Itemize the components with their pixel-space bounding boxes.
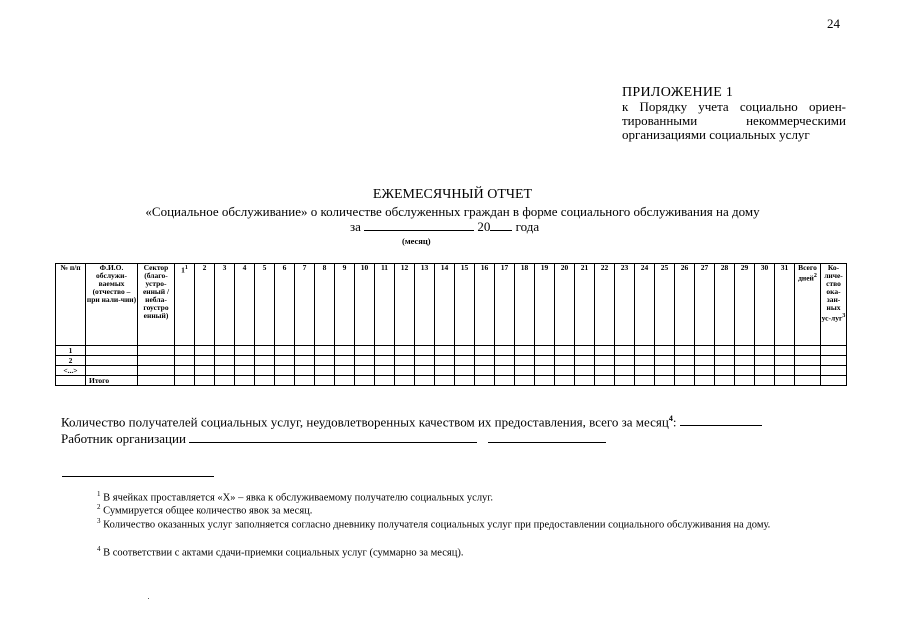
month-blank[interactable] xyxy=(364,219,474,231)
table-cell[interactable] xyxy=(295,356,315,366)
table-cell[interactable] xyxy=(215,376,235,386)
table-cell[interactable]: Итого xyxy=(86,376,138,386)
table-cell[interactable] xyxy=(821,356,847,366)
table-cell[interactable] xyxy=(435,346,455,356)
table-cell[interactable] xyxy=(315,346,335,356)
table-cell[interactable] xyxy=(295,376,315,386)
table-cell[interactable] xyxy=(715,376,735,386)
header-day xyxy=(235,264,255,346)
table-cell[interactable] xyxy=(415,356,435,366)
header-number: № п/п xyxy=(56,264,86,346)
footnote-2-mark: 2 xyxy=(97,503,101,511)
header-day-label: 13 xyxy=(420,263,429,272)
header-day xyxy=(535,264,555,346)
header-day-label: 16 xyxy=(480,263,489,272)
table-cell[interactable] xyxy=(415,376,435,386)
table-cell[interactable] xyxy=(635,356,655,366)
header-day-label: 9 xyxy=(342,263,347,272)
appendix-line-1: к Порядку учета социально ориен- xyxy=(622,99,846,114)
header-day xyxy=(415,264,435,346)
table-cell[interactable] xyxy=(655,346,675,356)
header-day xyxy=(375,264,395,346)
table-cell[interactable] xyxy=(495,366,515,376)
table-cell[interactable] xyxy=(275,366,295,376)
table-cell[interactable] xyxy=(695,346,715,356)
table-cell[interactable] xyxy=(275,346,295,356)
table-row xyxy=(56,376,847,386)
header-day-label: 22 xyxy=(600,263,609,272)
period-prefix: за xyxy=(350,219,361,234)
header-day xyxy=(635,264,655,346)
page-number: 24 xyxy=(827,16,840,31)
table-cell[interactable] xyxy=(595,376,615,386)
header-day xyxy=(575,264,595,346)
table-cell[interactable] xyxy=(475,376,495,386)
month-caption: (месяц) xyxy=(402,236,431,246)
table-cell[interactable] xyxy=(795,346,821,356)
header-day xyxy=(435,264,455,346)
header-day-label: 25 xyxy=(660,263,669,272)
footnote-1-mark: 1 xyxy=(97,490,101,498)
table-cell[interactable] xyxy=(475,356,495,366)
header-day-label: 31 xyxy=(780,263,789,272)
table-cell[interactable] xyxy=(775,366,795,376)
header-sector: Сектор (благо-устро-енный / неблa-гоустро енный) xyxy=(138,264,175,346)
table-cell[interactable] xyxy=(375,356,395,366)
table-cell[interactable] xyxy=(195,376,215,386)
table-cell[interactable] xyxy=(515,356,535,366)
header-day xyxy=(555,264,575,346)
table-cell[interactable] xyxy=(735,376,755,386)
appendix-line-2: тированными некоммерческими xyxy=(622,113,846,128)
table-cell[interactable] xyxy=(495,346,515,356)
table-cell[interactable] xyxy=(355,366,375,376)
report-subtitle: «Социальное обслуживание» о количестве обслуженных граждан в форме социального обслуживания на дому xyxy=(145,204,760,219)
table-cell[interactable] xyxy=(795,366,821,376)
header-day-label: 8 xyxy=(322,263,327,272)
recipients-line xyxy=(61,412,762,429)
header-day-label: 17 xyxy=(500,263,509,272)
table-cell[interactable] xyxy=(655,376,675,386)
scan-speck xyxy=(148,598,149,599)
table-cell[interactable] xyxy=(86,366,138,376)
table-cell[interactable] xyxy=(821,376,847,386)
header-day xyxy=(495,264,515,346)
footnote-separator xyxy=(62,476,214,477)
table-cell[interactable] xyxy=(775,376,795,386)
recipients-blank[interactable] xyxy=(680,413,762,426)
table-cell[interactable] xyxy=(735,366,755,376)
table-cell[interactable] xyxy=(755,356,775,366)
table-cell[interactable] xyxy=(675,346,695,356)
table-cell[interactable] xyxy=(395,356,415,366)
table-cell[interactable] xyxy=(615,356,635,366)
table-cell[interactable] xyxy=(235,346,255,356)
header-fio: Ф.И.О. обслужи-ваемых (отчество – при нали-чии) xyxy=(86,264,138,346)
table-cell[interactable] xyxy=(375,376,395,386)
footnote-3-mark: 3 xyxy=(97,517,101,525)
table-cell[interactable] xyxy=(255,346,275,356)
header-day-label: 12 xyxy=(400,263,409,272)
table-cell[interactable] xyxy=(86,346,138,356)
table-cell[interactable] xyxy=(395,376,415,386)
table-cell[interactable] xyxy=(635,376,655,386)
table-cell[interactable] xyxy=(375,346,395,356)
table-cell[interactable] xyxy=(735,356,755,366)
header-day-label: 11 xyxy=(380,263,389,272)
table-cell[interactable] xyxy=(595,356,615,366)
header-day-label: 15 xyxy=(460,263,469,272)
table-cell[interactable] xyxy=(138,376,175,386)
table-cell[interactable] xyxy=(675,376,695,386)
header-day-label: 6 xyxy=(282,263,287,272)
table-cell[interactable] xyxy=(555,356,575,366)
table-cell[interactable] xyxy=(455,376,475,386)
header-total-days xyxy=(795,264,821,346)
table-cell[interactable] xyxy=(535,376,555,386)
table-cell[interactable] xyxy=(435,376,455,386)
table-cell[interactable]: 2 xyxy=(56,356,86,366)
table-cell[interactable] xyxy=(695,356,715,366)
header-day xyxy=(595,264,615,346)
table-cell[interactable] xyxy=(295,366,315,376)
table-cell[interactable] xyxy=(215,346,235,356)
table-cell[interactable] xyxy=(435,356,455,366)
table-cell[interactable] xyxy=(175,346,195,356)
table-cell[interactable] xyxy=(615,366,635,376)
table-cell[interactable] xyxy=(475,346,495,356)
header-day-label: 5 xyxy=(262,263,267,272)
table-cell[interactable] xyxy=(395,366,415,376)
table-cell[interactable] xyxy=(175,366,195,376)
table-cell[interactable] xyxy=(138,366,175,376)
report-table xyxy=(55,263,847,386)
table-cell[interactable] xyxy=(335,356,355,366)
table-cell[interactable] xyxy=(275,376,295,386)
appendix-title: ПРИЛОЖЕНИЕ 1 xyxy=(622,85,734,100)
header-day-label: 20 xyxy=(560,263,569,272)
year-blank[interactable] xyxy=(490,219,512,231)
header-day-label: 18 xyxy=(520,263,529,272)
table-cell[interactable] xyxy=(495,356,515,366)
header-day-footnote-mark: 1 xyxy=(184,265,188,271)
footnote-3 xyxy=(61,515,846,532)
appendix-block xyxy=(622,86,846,142)
table-cell[interactable] xyxy=(675,366,695,376)
header-day-label: 14 xyxy=(440,263,449,272)
table-cell[interactable] xyxy=(615,376,635,386)
table-cell[interactable] xyxy=(555,346,575,356)
table-cell[interactable] xyxy=(535,356,555,366)
table-cell[interactable] xyxy=(455,346,475,356)
table-cell[interactable] xyxy=(455,356,475,366)
table-cell[interactable] xyxy=(515,376,535,386)
header-day-label: 3 xyxy=(222,263,227,272)
footnote-1-text: В ячейках проставляется «Х» – явка к обслуживаемому получателю социальных услуг. xyxy=(103,492,494,504)
header-day-label: 7 xyxy=(302,263,307,272)
table-row xyxy=(56,346,847,356)
table-cell[interactable] xyxy=(475,366,495,376)
table-cell[interactable] xyxy=(755,376,775,386)
appendix-line-3: организациями социальных услуг xyxy=(622,127,810,142)
table-cell[interactable] xyxy=(235,356,255,366)
table-cell[interactable] xyxy=(215,366,235,376)
table-cell[interactable] xyxy=(175,376,195,386)
header-services-count-mark: 3 xyxy=(842,313,846,319)
header-services-count-label: Ко-личе-ство ока-зан-ных ус-луг xyxy=(821,263,843,323)
header-services-count xyxy=(821,264,847,346)
table-header-row xyxy=(56,264,847,346)
header-day xyxy=(675,264,695,346)
header-day-label: 23 xyxy=(620,263,629,272)
footnote-4-mark: 4 xyxy=(97,545,101,553)
table-row xyxy=(56,356,847,366)
report-title: ЕЖЕМЕСЯЧНЫЙ ОТЧЕТ xyxy=(372,187,533,202)
header-day xyxy=(315,264,335,346)
header-day-label: 21 xyxy=(580,263,589,272)
table-cell[interactable] xyxy=(795,376,821,386)
table-cell[interactable] xyxy=(235,376,255,386)
table-cell[interactable] xyxy=(515,346,535,356)
table-cell[interactable] xyxy=(555,366,575,376)
table-cell[interactable] xyxy=(575,376,595,386)
table-cell[interactable] xyxy=(575,356,595,366)
footnote-4 xyxy=(61,543,846,560)
table-cell[interactable] xyxy=(335,376,355,386)
header-day xyxy=(615,264,635,346)
table-cell[interactable] xyxy=(435,366,455,376)
table-cell[interactable] xyxy=(415,366,435,376)
header-day xyxy=(695,264,715,346)
table-cell[interactable]: 1 xyxy=(56,346,86,356)
table-cell[interactable] xyxy=(715,346,735,356)
table-cell[interactable] xyxy=(235,366,255,376)
table-cell[interactable] xyxy=(138,356,175,366)
report-period xyxy=(350,219,539,234)
header-day-label: 19 xyxy=(540,263,549,272)
table-cell[interactable] xyxy=(715,366,735,376)
header-day-label: 26 xyxy=(680,263,689,272)
header-day xyxy=(215,264,235,346)
table-cell[interactable] xyxy=(735,346,755,356)
table-cell[interactable] xyxy=(335,366,355,376)
table-cell[interactable] xyxy=(755,366,775,376)
table-cell[interactable] xyxy=(695,366,715,376)
period-suffix: года xyxy=(515,219,540,234)
header-day-label: 29 xyxy=(740,263,749,272)
table-cell[interactable] xyxy=(355,346,375,356)
table-cell[interactable] xyxy=(86,356,138,366)
table-row xyxy=(56,366,847,376)
table-cell[interactable] xyxy=(255,376,275,386)
header-day xyxy=(195,264,215,346)
table-cell[interactable]: <...> xyxy=(56,366,86,376)
header-day xyxy=(775,264,795,346)
table-cell[interactable] xyxy=(575,366,595,376)
header-day-label: 10 xyxy=(360,263,369,272)
recipients-footnote-mark: 4 xyxy=(668,414,673,423)
table-cell[interactable] xyxy=(535,346,555,356)
header-day-label: 27 xyxy=(700,263,709,272)
table-cell[interactable] xyxy=(715,356,735,366)
worker-label: Работник организации xyxy=(61,431,186,446)
worker-line xyxy=(61,430,606,446)
header-day xyxy=(335,264,355,346)
header-day xyxy=(655,264,675,346)
table-cell[interactable] xyxy=(575,346,595,356)
table-cell[interactable] xyxy=(195,346,215,356)
period-year: 20 xyxy=(477,219,491,234)
table-cell[interactable] xyxy=(755,346,775,356)
table-cell[interactable] xyxy=(635,366,655,376)
table-cell[interactable] xyxy=(315,366,335,376)
header-day xyxy=(175,264,195,346)
recipients-colon: : xyxy=(672,414,677,430)
table-cell[interactable] xyxy=(775,346,795,356)
table-cell[interactable] xyxy=(255,356,275,366)
table-cell[interactable] xyxy=(138,346,175,356)
worker-name-blank[interactable] xyxy=(189,430,477,443)
footnote-2-text: Суммируется общее количество явок за месяц. xyxy=(103,505,313,517)
table-cell[interactable] xyxy=(555,376,575,386)
table-cell[interactable] xyxy=(615,346,635,356)
recipients-text: Количество получателей социальных услуг, неудовлетворенных качеством их предоставления, всего за месяц xyxy=(61,414,669,430)
header-day xyxy=(515,264,535,346)
header-day xyxy=(355,264,375,346)
table-cell[interactable] xyxy=(595,346,615,356)
table-cell[interactable] xyxy=(595,366,615,376)
table-cell[interactable] xyxy=(295,346,315,356)
table-cell[interactable] xyxy=(335,346,355,356)
header-day xyxy=(275,264,295,346)
table-cell[interactable] xyxy=(195,356,215,366)
table-cell[interactable] xyxy=(515,366,535,376)
header-day xyxy=(475,264,495,346)
header-total-days-mark: 2 xyxy=(813,273,817,279)
table-cell[interactable] xyxy=(635,346,655,356)
header-day xyxy=(295,264,315,346)
table-cell[interactable] xyxy=(535,366,555,376)
table-cell[interactable] xyxy=(821,346,847,356)
table-cell[interactable] xyxy=(175,356,195,366)
footnote-3-text: Количество оказанных услуг заполняется согласно дневнику получателя социальных услуг при предоставлении социального обслуживания на дому. xyxy=(103,519,771,531)
header-total-days-label: Всего дней xyxy=(798,263,817,283)
header-day-label: 1 xyxy=(181,265,185,275)
table-cell[interactable] xyxy=(215,356,235,366)
table-cell[interactable] xyxy=(455,366,475,376)
header-day xyxy=(455,264,475,346)
table-cell[interactable] xyxy=(355,376,375,386)
header-day xyxy=(255,264,275,346)
table-cell[interactable] xyxy=(375,366,395,376)
table-cell[interactable] xyxy=(675,356,695,366)
table-cell[interactable] xyxy=(655,366,675,376)
header-day-label: 30 xyxy=(760,263,769,272)
header-day-label: 24 xyxy=(640,263,649,272)
header-day-label: 28 xyxy=(720,263,729,272)
table-cell[interactable] xyxy=(795,356,821,366)
table-cell[interactable] xyxy=(695,376,715,386)
worker-signature-blank[interactable] xyxy=(488,430,606,443)
header-day xyxy=(715,264,735,346)
table-cell[interactable] xyxy=(655,356,675,366)
table-cell[interactable] xyxy=(355,356,375,366)
header-day-label: 2 xyxy=(202,263,207,272)
table-cell[interactable] xyxy=(195,366,215,376)
header-day xyxy=(395,264,415,346)
table-cell[interactable] xyxy=(255,366,275,376)
footnote-4-text: В соответствии с актами сдачи-приемки социальных услуг (суммарно за месяц). xyxy=(103,547,464,559)
table-cell[interactable] xyxy=(315,356,335,366)
table-cell[interactable] xyxy=(395,346,415,356)
header-day-label: 4 xyxy=(242,263,247,272)
table-cell[interactable] xyxy=(821,366,847,376)
table-cell[interactable] xyxy=(415,346,435,356)
table-cell[interactable] xyxy=(275,356,295,366)
table-cell[interactable] xyxy=(56,376,86,386)
header-day xyxy=(755,264,775,346)
table-cell[interactable] xyxy=(495,376,515,386)
header-day xyxy=(735,264,755,346)
table-cell[interactable] xyxy=(315,376,335,386)
table-cell[interactable] xyxy=(775,356,795,366)
